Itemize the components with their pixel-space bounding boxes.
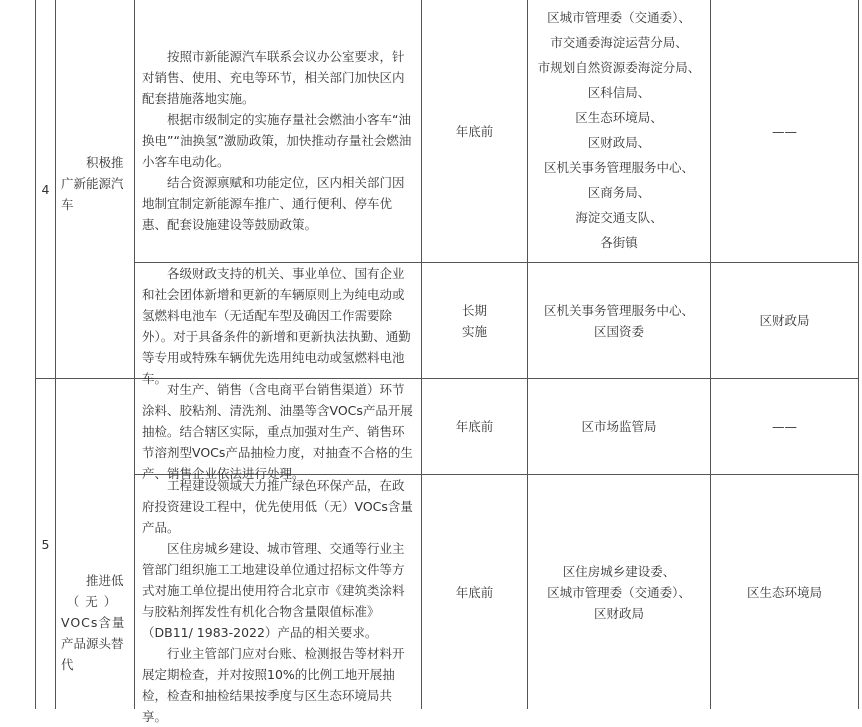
measure-cell — [135, 379, 421, 484]
timeline-text: 实施 — [461, 323, 487, 339]
supervisor-cell — [711, 475, 858, 709]
timeline-text: 年底前 — [455, 123, 494, 139]
grid-line-right — [858, 0, 859, 709]
responsible-unit: 区国资委 — [593, 323, 644, 339]
measure-paragraph: 对生产、销售（含电商平台销售渠道）环节涂料、胶粘剂、清洗剂、油墨等含VOCs产品开展抽检。结合辖区实际，重点加强对生产、销售环节溶剂型VOCs产品抽检力度，对抽查不合格的生产、销售企业依法进行处理。 — [142, 382, 413, 481]
timeline-cell — [422, 0, 527, 262]
timeline-text: 年底前 — [455, 584, 494, 600]
row-number-text: 4 — [41, 181, 50, 197]
timeline-cell — [422, 379, 527, 474]
responsible-unit: 区机关事务管理服务中心、 — [543, 160, 694, 175]
supervisor-cell — [711, 263, 858, 378]
task-name — [56, 152, 134, 215]
responsible-unit: 区财政局 — [593, 605, 644, 621]
responsible-unit: 区财政局、 — [587, 135, 651, 150]
timeline-cell — [422, 263, 527, 378]
supervisor-text: 区生态环境局 — [746, 584, 822, 600]
timeline-text: 年底前 — [455, 419, 494, 434]
task-name-line: 产品源头替 — [61, 636, 124, 651]
measure-paragraph: 行业主管部门应对台账、检测报告等材料开展定期检查，并对按照10%的比例工地开展抽检，检查和抽检结果按季度与区生态环境局共享。 — [142, 646, 405, 724]
responsible-unit: 区城市管理委（交通委）、 — [547, 10, 691, 25]
responsible-unit: 海淀交通支队、 — [575, 210, 663, 225]
timeline-text: 长期 — [461, 302, 487, 318]
responsible-unit: 区生态环境局、 — [575, 110, 663, 125]
measure-paragraph: 区住房城乡建设、城市管理、交通等行业主管部门组织施工工地建设单位通过招标文件等方式对施工单位提出使用符合北京市《建筑类涂料与胶粘剂挥发性有机化合物含量限值标准》（DB11/ 1983-2022）产品的相关要求。 — [142, 541, 405, 640]
supervisor-cell — [711, 0, 858, 262]
responsible-unit: 各街镇 — [600, 235, 638, 250]
measure-paragraph: 结合资源禀赋和功能定位，区内相关部门因地制宜制定新能源车推广、通行便利、停车优惠、配套设施建设等鼓励政策。 — [142, 175, 405, 232]
supervisor-text: —— — [772, 419, 797, 434]
task-name-line: 积极推 — [86, 155, 124, 170]
responsible-unit: 市规划自然资源委海淀分局、 — [537, 60, 701, 75]
row-number — [36, 0, 55, 378]
responsible-units-cell — [528, 263, 710, 378]
supervisor-text: —— — [772, 123, 797, 139]
measure-cell — [135, 263, 421, 389]
supervisor-text: 区财政局 — [759, 313, 810, 328]
responsible-units-cell — [528, 4, 710, 256]
task-name-line: 车 — [61, 197, 74, 212]
responsible-unit: 区市场监管局 — [581, 419, 657, 434]
responsible-unit: 区商务局、 — [587, 185, 651, 200]
task-name-line: 推进低 — [86, 573, 124, 588]
task-name-line: 代 — [61, 657, 74, 672]
measure-paragraph: 工程建设领域大力推广绿色环保产品，在政府投资建设工程中，优先使用低（无）VOCs含量产品。 — [142, 478, 413, 535]
responsible-unit: 区机关事务管理服务中心、 — [543, 302, 694, 318]
task-name — [56, 570, 134, 675]
responsible-unit: 区城市管理委（交通委）、 — [547, 584, 691, 600]
task-name-line: （无） — [66, 594, 123, 609]
supervisor-cell — [711, 379, 858, 474]
row-number-text: 5 — [41, 536, 50, 552]
measure-paragraph: 根据市级制定的实施存量社会燃油小客车“油换电”“油换氢”激励政策，加快推动存量社会燃油小客车电动化。 — [142, 112, 412, 169]
responsible-units-cell — [528, 379, 710, 474]
task-name-line: VOCs含量 — [61, 615, 126, 630]
measure-paragraph: 各级财政支持的机关、事业单位、国有企业和社会团体新增和更新的车辆原则上为纯电动或氢燃料电池车（无适配车型及确因工作需要除外）。对于具备条件的新增和更新执法执勤、通勤等专用或特殊车辆优先选用纯电动或氢燃料电池车。 — [142, 266, 411, 386]
responsible-units-cell — [528, 475, 710, 709]
measure-cell — [135, 475, 421, 727]
row-number — [36, 379, 55, 709]
measure-cell — [135, 46, 421, 235]
responsible-unit: 市交通委海淀运营分局、 — [550, 35, 688, 50]
responsible-unit: 区住房城乡建设委、 — [562, 563, 676, 579]
measure-paragraph: 按照市新能源汽车联系会议办公室要求，针对销售、使用、充电等环节，相关部门加快区内配套措施落地实施。 — [142, 49, 405, 106]
task-name-line: 广新能源汽 — [61, 176, 124, 191]
responsible-unit: 区科信局、 — [587, 85, 651, 100]
timeline-cell — [422, 475, 527, 709]
